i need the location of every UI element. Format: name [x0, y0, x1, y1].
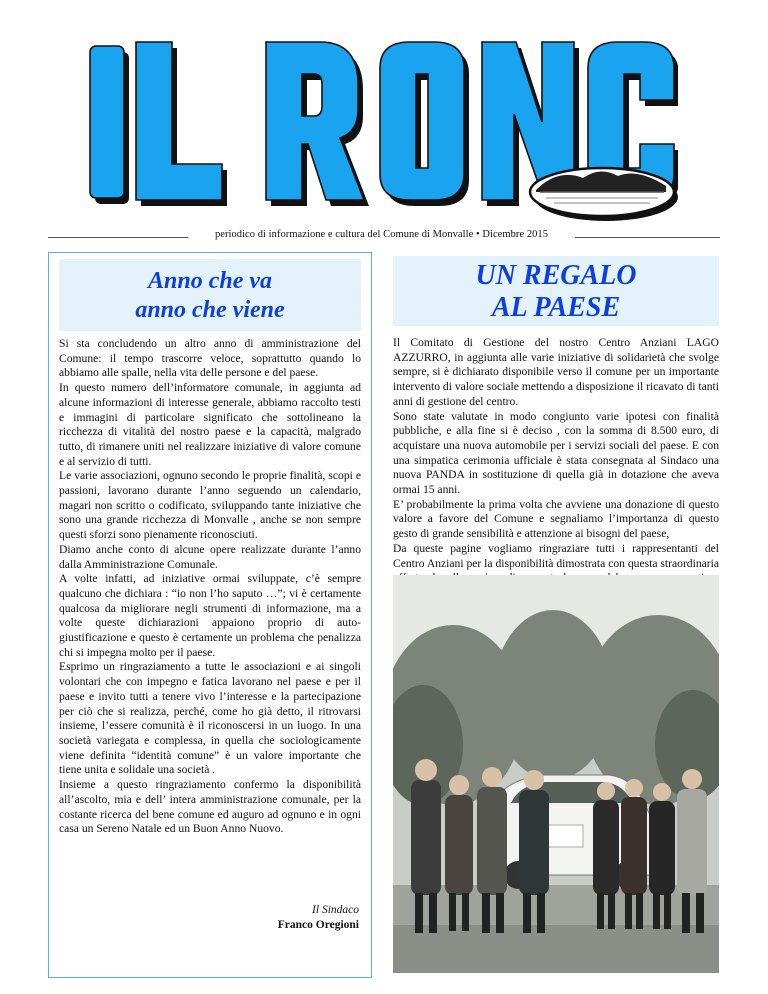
editorial-title-line1: Anno che va — [147, 268, 272, 294]
editorial-paragraph: In questo numero dell’informatore comunale, in aggiunta ad alcune informazioni di interesse generale, abbiamo raccolto testi e immagini di particolare significato che sottolineano la ricchezza di vitalità del nostro paese e la capacità, malgrado tutto, di rimanere uniti nel realizzare iniziative di valore comune e al servizio di tutti. — [59, 381, 361, 468]
editorial-header — [59, 259, 361, 331]
gift-paragraph: Da queste pagine vogliamo ringraziare tutti i rappresentanti del Centro Anziani per la disponibilità dimostrata con questa straordinaria — [393, 541, 719, 570]
subtitle-bar — [48, 228, 720, 248]
signature-role: Il Sindaco — [312, 904, 359, 916]
gift-title-line1: UN REGALO — [475, 260, 637, 291]
gift-paragraph: Il Comitato di Gestione del nostro Centro Anziani LAGO AZZURRO, in aggiunta alle varie iniziative di solidarietà che svolge sempre, si è dichiarato disponibile verso il comune per un importante intervento di valore sociale mettendo a disposizione il ricavato di tanti anni di gestione del centro. — [393, 336, 719, 408]
group-photo — [393, 575, 719, 973]
editorial-signature — [278, 903, 359, 932]
editorial-title — [59, 259, 361, 325]
masthead-lettering — [88, 40, 678, 225]
editorial-paragraph: Diamo anche conto di alcune opere realizzate durante l’anno dalla Amministrazione Comunale. — [59, 542, 361, 571]
masthead-logo — [88, 40, 678, 225]
editorial-paragraph: A volte infatti, ad iniziative ormai sviluppate, c’è sempre qualcuno che dichiara : “io non l’ho saputo …”; vi è certamente qualcosa da migliorare negli strumenti di informazione, ma a volte queste dichiarazioni appaiono proprio di auto-giustificazione e questo è certamente un problema che penalizza chi si impegna molto per il paese. — [59, 572, 361, 659]
gift-article-header — [393, 256, 719, 326]
publication-subtitle: periodico di informazione e cultura del Comune di Monvalle • Dicembre 2015 — [214, 229, 549, 240]
divider-right — [575, 237, 720, 238]
editorial-title-line2: anno che viene — [135, 297, 285, 323]
gift-paragraph: E’ probabilmente la prima volta che avviene una donazione di questo valore a favore del Comune e segnaliamo l’importanza di questo gesto di grande sensibilità e attenzione ai bisogni del paese, — [393, 497, 719, 541]
gift-paragraph: Sono state valutate in modo congiunto varie ipotesi con finalità pubbliche, e alla fine si è deciso , con la somma di 8.500 euro, di acquistare una nuova automobile per i servizi sociali del paese. E con una simpatica cerimonia ufficiale è stata consegnata al Sindaco una nuova PANDA in sostituzione di quella già in dotazione che aveva ormai 15 anni. — [393, 409, 719, 497]
editorial-paragraph: Insieme a questo ringraziamento confermo la disponibilità all’ascolto, mia e dell’ intera amministrazione comunale, per la costante ricerca del bene comune ed auguro ad ognuno e in ogni casa un Sereno Natale ed un Buon Anno Nuovo. — [59, 778, 361, 836]
gift-article-title — [393, 256, 719, 324]
group-photo-car-icon — [393, 575, 719, 973]
editorial-paragraph: Si sta concludendo un altro anno di amministrazione del Comune: il tempo trascorre veloce, soprattutto quando lo abbiamo alle spalle, nella vita delle persone e del paese. — [59, 337, 361, 380]
gift-article-body — [393, 336, 719, 601]
divider-left — [48, 237, 188, 238]
lake-landscape-icon — [530, 168, 678, 221]
editorial-paragraph: Le varie associazioni, ognuno secondo le proprie finalità, scopi e passioni, lavorano durante l’anno seguendo un calendario, magari non scritto o codificato, sviluppando tante iniziative che sono una grande ricchezza di Monvalle , anche se non sempre questi sforzi sono pienamente riconosciuti. — [59, 469, 361, 542]
signature-name: Franco Oregioni — [277, 918, 359, 931]
editorial-box — [48, 252, 372, 978]
gift-title-line2: AL PAESE — [491, 292, 621, 323]
editorial-paragraph: Esprimo un ringraziamento a tutte le associazioni e ai singoli volontari che con impegno e fatica lavorano nel paese e per il paese e invito tutti a tenere vivo l’interesse e la partecipazione per ciò che si realizza, perché, come ho già detto, il ritrovarsi insieme, l’essere comunità è il riconoscersi in un luogo. In una società variegata e complessa, in quella che sociologicamente viene definita “identità comune” è un valore importante che tiene unita e solidale una società . — [59, 660, 361, 777]
editorial-body — [59, 337, 361, 837]
